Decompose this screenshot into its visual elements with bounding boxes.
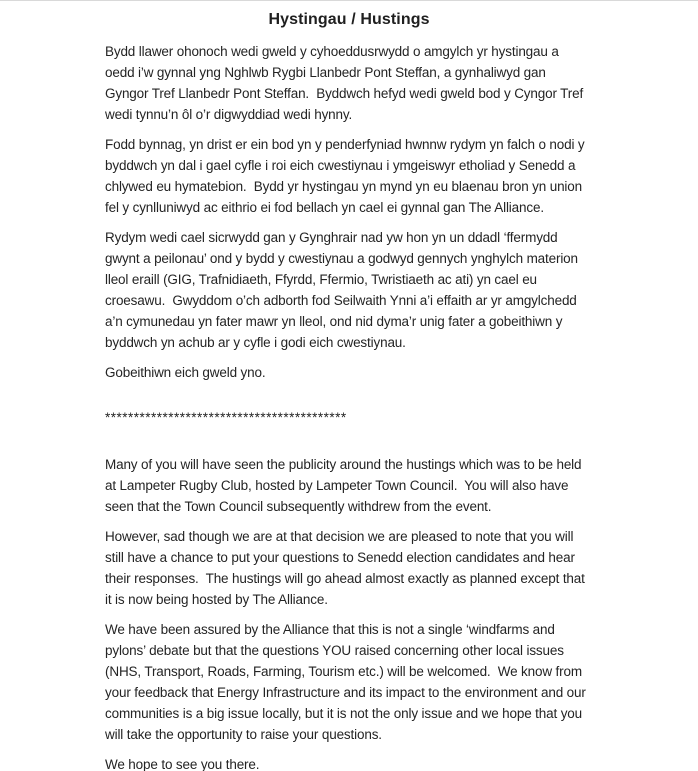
english-paragraph-1: Many of you will have seen the publicity around the hustings which was to be held at Lampeter Rugby Club, hosted by Lampeter Town Council. You will also have seen that the Town Council subsequently withdrew from the event. xyxy=(105,457,585,514)
welsh-paragraph-2: Fodd bynnag, yn drist er ein bod yn y penderfyniad hwnnw rydym yn falch o nodi y byddwch yn dal i gael cyfle i roi eich cwestiynau i ymgeiswyr etholiad y Senedd a chlywed eu hymatebion. Bydd yr hystingau yn mynd yn eu blaenau bron yn union fel y cynlluniwyd ac eithrio ei fod bellach yn cael ei gynnal gan The Alliance. xyxy=(105,137,589,215)
english-paragraph-4: We hope to see you there. xyxy=(105,757,260,771)
english-paragraph-3: We have been assured by the Alliance that this is not a single ‘windfarms and pylons’ debate but that the questions YOU raised concerning other local issues (NHS, Transport, Roads, Farming, Tourism etc.) will be welcomed. We know from your feedback that Energy Infrastructure and its impact to the environment and our communities is a big issue locally, but it is not the only issue and we hope that you will take the opportunity to raise your questions. xyxy=(105,622,590,742)
welsh-paragraph-1: Bydd llawer ohonoch wedi gweld y cyhoeddusrwydd o amgylch yr hystingau a oedd i’w gynnal yng Nghlwb Rygbi Llanbedr Pont Steffan, a gynhaliwyd gan Gyngor Tref Llanbedr Pont Steffan. Byddwch hefyd wedi gweld bod y Cyngor Tref wedi tynnu’n ôl o’r digwyddiad wedi hynny. xyxy=(105,44,587,122)
welsh-paragraph-3: Rydym wedi cael sicrwydd gan y Gynghrair nad yw hon yn un ddadl ‘ffermydd gwynt a peilonau’ ond y bydd y cwestiynau a godwyd gennych ynghylch materion lleol eraill (GIG, Trafnidiaeth, Ffyrdd, Ffermio, Twristiaeth ac ati) yn cael eu croesawu. Gwyddom o’ch adborth fod Seilwaith Ynni a’i effaith ar yr amgylchedd a’n cymunedau yn fater mawr yn lleol, ond nid dyma’r unig fater a gobeithiwn y byddwch yn achub ar y cyfle i godi eich cwestiynau. xyxy=(105,230,582,350)
english-paragraph-2: However, sad though we are at that decision we are pleased to note that you will still have a chance to put your questions to Senedd election candidates and hear their responses. The hustings will go ahead almost exactly as planned except that it is now being hosted by The Alliance. xyxy=(105,529,589,607)
page-title: Hystingau / Hustings xyxy=(268,11,430,28)
welsh-paragraph-4: Gobeithiwn eich gweld yno. xyxy=(105,365,266,380)
separator-asterisks: ****************************************** xyxy=(105,410,347,425)
document-body xyxy=(105,41,590,771)
